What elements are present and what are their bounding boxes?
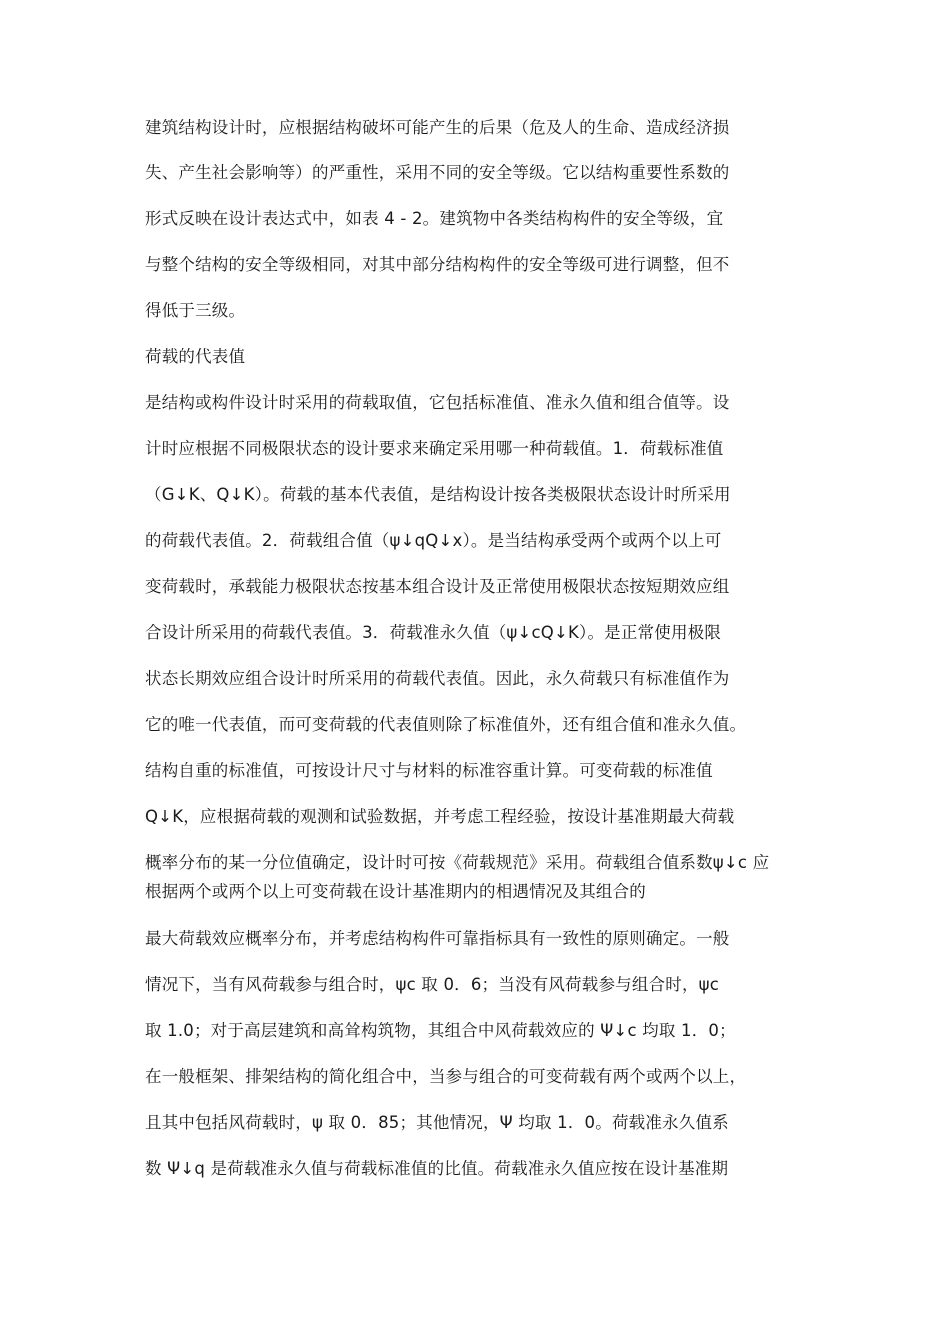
paragraph-line: 的荷载代表值。2．荷载组合值（ψ↓qQ↓x）。是当结构承受两个或两个以上可 bbox=[145, 531, 722, 550]
paragraph-line: （G↓K、Q↓K）。荷载的基本代表值，是结构设计按各类极限状态设计时所采用 bbox=[145, 485, 731, 504]
paragraph-line: 根据两个或两个以上可变荷载在设计基准期内的相遇情况及其组合的 bbox=[145, 882, 646, 901]
paragraph-line: 状态长期效应组合设计时所采用的荷载代表值。因此，永久荷载只有标准值作为 bbox=[145, 669, 730, 688]
paragraph-line: 是结构或构件设计时采用的荷载取值，它包括标准值、准永久值和组合值等。设 bbox=[145, 393, 730, 412]
paragraph-line: 得低于三级。 bbox=[145, 301, 246, 320]
paragraph-line: 建筑结构设计时，应根据结构破坏可能产生的后果（危及人的生命、造成经济损 bbox=[145, 118, 730, 137]
paragraph-line: 情况下，当有风荷载参与组合时，ψc 取 0．6；当没有风荷载参与组合时，ψc bbox=[145, 975, 719, 994]
paragraph-line: 变荷载时，承载能力极限状态按基本组合设计及正常使用极限状态按短期效应组 bbox=[145, 577, 730, 596]
paragraph-line: 与整个结构的安全等级相同，对其中部分结构构件的安全等级可进行调整，但不 bbox=[145, 255, 730, 274]
paragraph-line: 数 Ψ↓q 是荷载准永久值与荷载标准值的比值。荷载准永久值应按在设计基准期 bbox=[145, 1159, 729, 1178]
paragraph-line: 取 1.0；对于高层建筑和高耸构筑物，其组合中风荷载效应的 Ψ↓c 均取 1．0； bbox=[145, 1021, 736, 1040]
paragraph-line: 计时应根据不同极限状态的设计要求来确定采用哪一种荷载值。1．荷载标准值 bbox=[145, 439, 724, 458]
paragraph-line: 在一般框架、排架结构的简化组合中，当参与组合的可变荷载有两个或两个以上， bbox=[145, 1067, 747, 1086]
paragraph-line: 失、产生社会影响等）的严重性，采用不同的安全等级。它以结构重要性系数的 bbox=[145, 163, 730, 182]
section-heading: 荷载的代表值 bbox=[145, 347, 246, 366]
paragraph-line: 概率分布的某一分位值确定，设计时可按《荷载规范》采用。荷载组合值系数ψ↓c 应 bbox=[145, 853, 770, 872]
paragraph-line: 它的唯一代表值，而可变荷载的代表值则除了标准值外，还有组合值和准永久值。 bbox=[145, 715, 747, 734]
paragraph-line: 合设计所采用的荷载代表值。3．荷载准永久值（ψ↓cQ↓K）。是正常使用极限 bbox=[145, 623, 722, 642]
paragraph-line: 且其中包括风荷载时，ψ 取 0．85；其他情况，Ψ 均取 1．0。荷载准永久值系 bbox=[145, 1113, 729, 1132]
paragraph-line: Q↓K，应根据荷载的观测和试验数据，并考虑工程经验，按设计基准期最大荷载 bbox=[145, 807, 735, 826]
paragraph-line: 结构自重的标准值，可按设计尺寸与材料的标准容重计算。可变荷载的标准值 bbox=[145, 761, 713, 780]
paragraph-line: 形式反映在设计表达式中，如表 4 - 2。建筑物中各类结构构件的安全等级，宜 bbox=[145, 209, 724, 228]
paragraph-line: 最大荷载效应概率分布，并考虑结构构件可靠指标具有一致性的原则确定。一般 bbox=[145, 929, 730, 948]
